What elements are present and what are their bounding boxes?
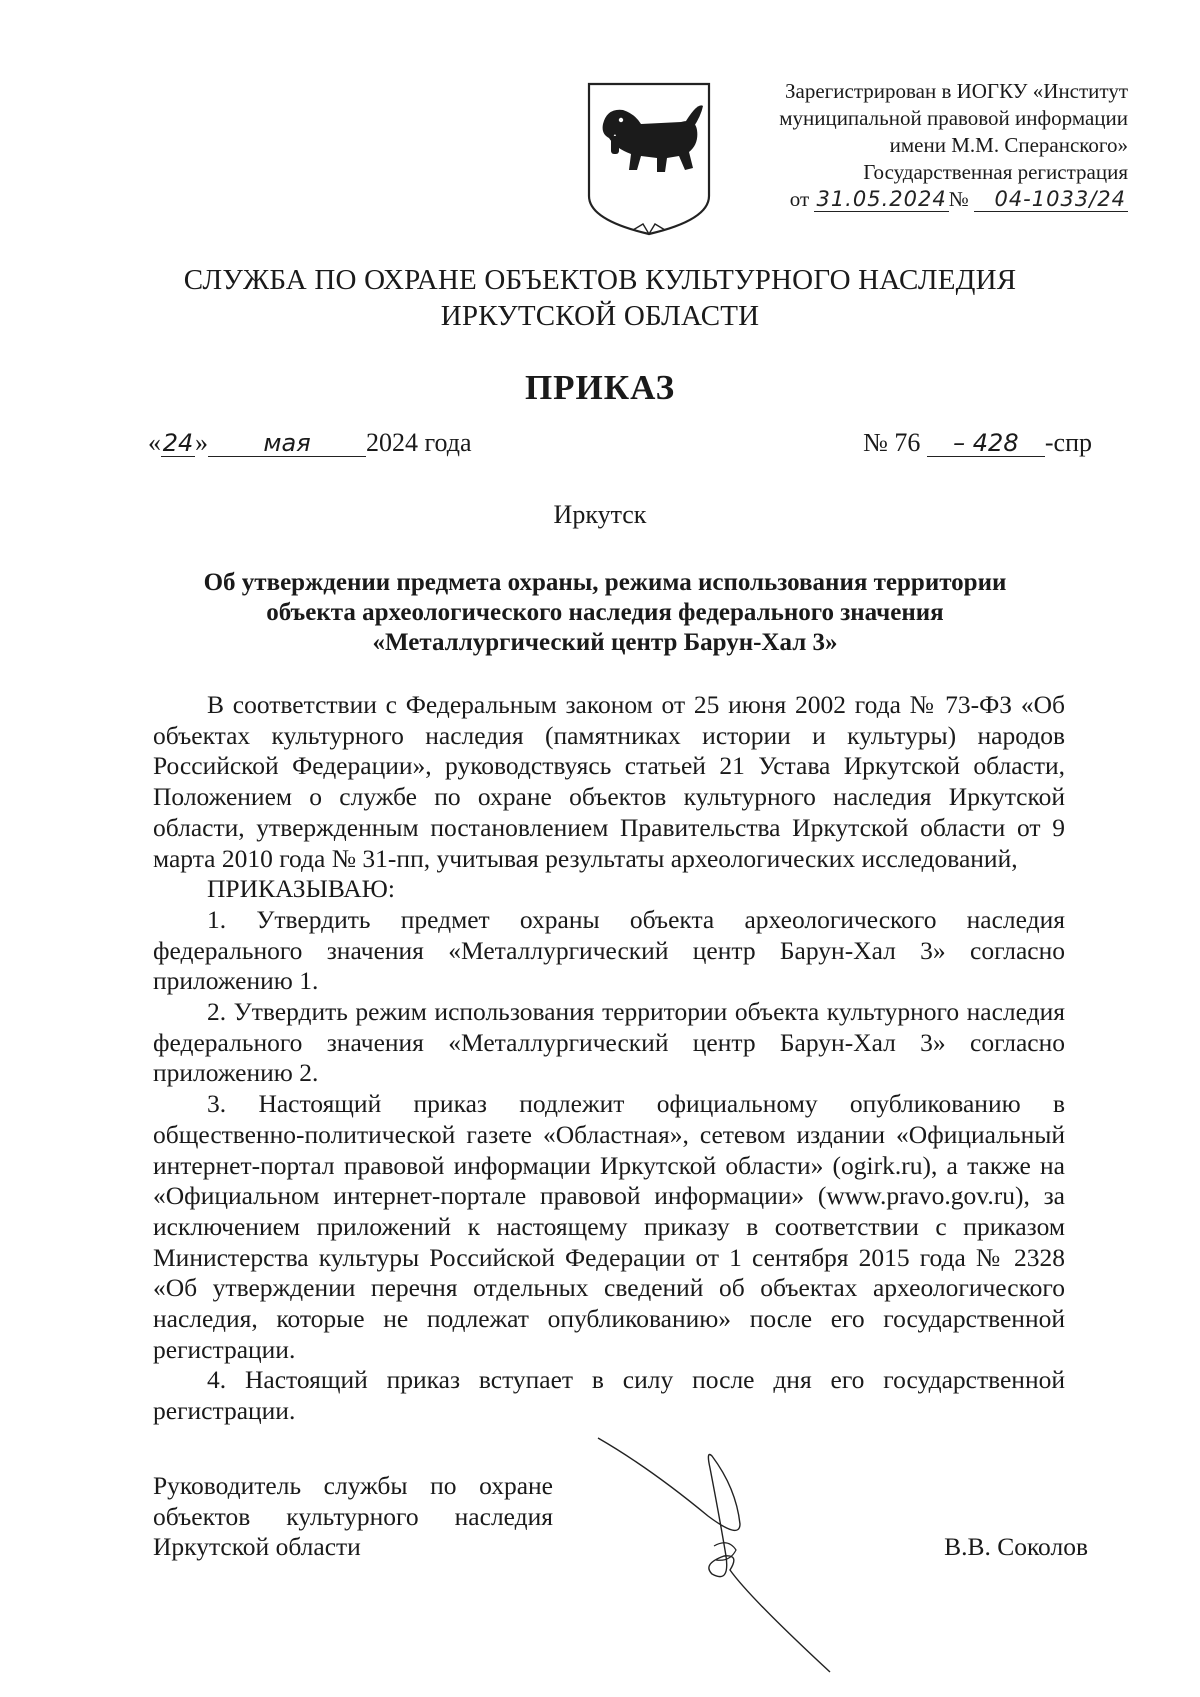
- preamble-paragraph: В соответствии с Федеральным законом от 25 июня 2002 года № 73-ФЗ «Об объектах культурного наследия (памятниках истории и культуры) народов Российской Федерации», руководствуясь статьей 21 Устава Иркутской области, Положением о службе по охране объектов культурного наследия Иркутской области, утвержденным постановлением Правительства Иркутской области от 9 марта 2010 года № 31-пп, учитывая результаты археологических исследований,: [153, 690, 1065, 873]
- order-year: 2024 года: [366, 428, 472, 457]
- irkutsk-coat-of-arms-icon: [585, 78, 713, 236]
- title-line-2: объекта археологического наследия федерального значения: [266, 599, 944, 626]
- handwritten-signature-icon: [590, 1428, 850, 1678]
- order-date: [148, 428, 472, 458]
- title-line-1: Об утверждении предмета охраны, режима использования территории: [203, 569, 1007, 596]
- order-number: [863, 428, 1092, 458]
- position-line-3: Иркутской области: [153, 1532, 361, 1562]
- registration-line-2: муниципальной правовой информации: [779, 106, 1128, 130]
- item-3-paragraph: 3. Настоящий приказ подлежит официальному опубликованию в общественно-политической газете «Областная», сетевом издании «Официальный интернет-портал правовой информации Иркутской области» (ogirk.ru), а также на «Официальном интернет-портале правовой информации» (www.pravo.gov.ru), за исключением приложений к настоящему приказу в соответствии с приказом Министерства культуры Российской Федерации от 1 сентября 2015 года № 2328 «Об утверждении перечня отдельных сведений об объектах археологического наследия, которые не подлежат опубликованию» после его государственной регистрации.: [153, 1089, 1065, 1364]
- registration-date: 31.05.2024: [816, 187, 947, 211]
- registration-number-sign: №: [948, 187, 969, 211]
- quote-open: «: [148, 428, 161, 457]
- position-line-1: Руководитель службы по охране: [153, 1471, 553, 1500]
- quote-close: »: [195, 428, 208, 457]
- order-title: [180, 568, 1030, 658]
- registration-line-1: Зарегистрирован в ИОГКУ «Институт: [784, 79, 1128, 103]
- agency-line-1: СЛУЖБА ПО ОХРАНЕ ОБЪЕКТОВ КУЛЬТУРНОГО НАСЛЕДИЯ: [183, 264, 1017, 296]
- agency-name: [0, 262, 1200, 334]
- order-number-suffix: -спр: [1044, 428, 1092, 457]
- signatory-position: [153, 1471, 553, 1563]
- order-number-fill: – 428: [927, 430, 1045, 457]
- registration-line-3: имени М.М. Сперанского»: [889, 133, 1128, 157]
- item-2-paragraph: 2. Утвердить режим использования территории объекта культурного наследия федерального значения «Металлургический центр Барун-Хал 3» согласно приложению 2.: [153, 997, 1065, 1088]
- item-4-paragraph: 4. Настоящий приказ вступает в силу после дня его государственной регистрации.: [153, 1365, 1065, 1426]
- order-month: мая: [208, 430, 366, 457]
- position-line-2: объектов культурного наследия: [153, 1501, 553, 1531]
- registration-from-label: от: [789, 187, 810, 211]
- registration-line-4: Государственная регистрация: [863, 160, 1128, 184]
- registration-number: 04-1033/24: [974, 187, 1128, 212]
- registration-date-line: [708, 186, 1128, 213]
- agency-line-2: ИРКУТСКОЙ ОБЛАСТИ: [440, 300, 760, 332]
- document-type: ПРИКАЗ: [524, 368, 676, 407]
- order-day: 24: [162, 429, 194, 457]
- city: Иркутск: [553, 500, 647, 529]
- order-body: [153, 690, 1065, 1427]
- signatory-name: В.В. Соколов: [944, 1532, 1088, 1561]
- title-line-3: «Металлургический центр Барун-Хал 3»: [372, 629, 838, 656]
- item-1-paragraph: 1. Утвердить предмет охраны объекта археологического наследия федерального значения «Металлургический центр Барун-Хал 3» согласно приложению 1.: [153, 904, 1065, 996]
- order-word: ПРИКАЗЫВАЮ:: [207, 874, 395, 904]
- order-number-prefix: № 76: [863, 428, 921, 457]
- registration-stamp: [708, 78, 1128, 213]
